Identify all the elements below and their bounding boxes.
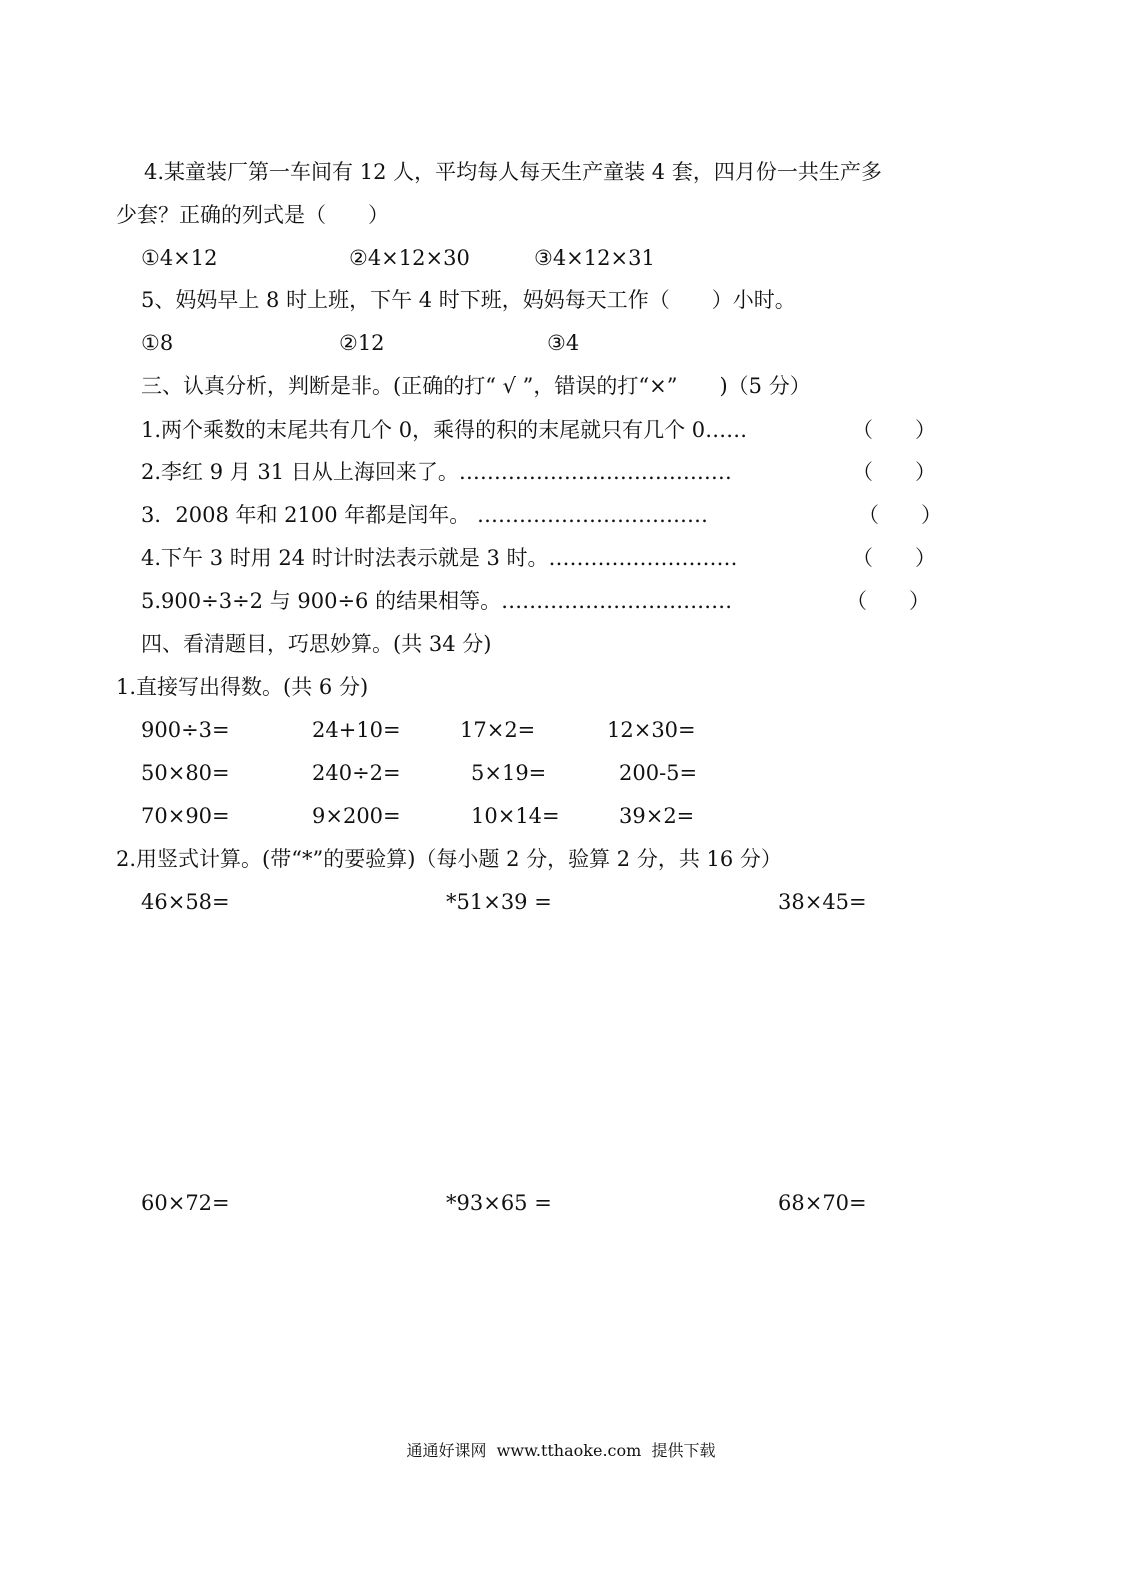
part-1-title: 1.直接写出得数。(共 6 分) xyxy=(116,675,369,699)
vertical-calc-item: 38×45= xyxy=(778,890,867,914)
vertical-calc-item: *51×39 = xyxy=(446,890,552,914)
mental-math-item: 200-5= xyxy=(619,761,698,785)
q4-option-1: ①4×12 xyxy=(141,246,218,270)
mental-math-item: 900÷3= xyxy=(141,718,230,742)
tf-item-1-blank: （ ） xyxy=(852,418,936,442)
tf-item-5-blank: （ ） xyxy=(846,589,930,613)
q5-option-3: ③4 xyxy=(547,331,580,355)
q4-text-line1: 4.某童装厂第一车间有 12 人，平均每人每天生产童装 4 套，四月份一共生产多 xyxy=(144,160,882,184)
mental-math-item: 12×30= xyxy=(607,718,696,742)
section-3-title: 三、认真分析，判断是非。(正确的打“ √ ”，错误的打“×” )（5 分） xyxy=(141,374,811,398)
tf-item-1-text: 1.两个乘数的末尾共有几个 0，乘得的积的末尾就只有几个 0…… xyxy=(141,418,748,442)
tf-item-3-text: 3．2008 年和 2100 年都是闰年。 …………………………… xyxy=(141,503,708,527)
q4-text-line2: 少套？正确的列式是（ ） xyxy=(116,203,389,227)
q5-option-2: ②12 xyxy=(339,331,385,355)
tf-item-3-blank: （ ） xyxy=(858,503,942,527)
tf-item-2-text: 2.李红 9 月 31 日从上海回来了。………………………………… xyxy=(141,460,732,484)
part-2-title: 2.用竖式计算。(带“*”的要验算)（每小题 2 分，验算 2 分，共 16 分） xyxy=(116,847,782,871)
q5-text: 5、妈妈早上 8 时上班，下午 4 时下班，妈妈每天工作（ ）小时。 xyxy=(141,288,796,312)
vertical-calc-item: *93×65 = xyxy=(446,1191,552,1215)
tf-item-4-text: 4.下午 3 时用 24 时计时法表示就是 3 时。……………………… xyxy=(141,546,738,570)
footer-text: 通通好课网 www.tthaoke.com 提供下载 xyxy=(406,1441,716,1460)
mental-math-item: 9×200= xyxy=(312,804,401,828)
mental-math-item: 10×14= xyxy=(471,804,560,828)
q4-option-3: ③4×12×31 xyxy=(534,246,655,270)
mental-math-item: 70×90= xyxy=(141,804,230,828)
tf-item-5-text: 5.900÷3÷2 与 900÷6 的结果相等。…………………………… xyxy=(141,589,733,613)
q4-option-2: ②4×12×30 xyxy=(349,246,470,270)
mental-math-item: 5×19= xyxy=(471,761,547,785)
mental-math-item: 39×2= xyxy=(619,804,695,828)
mental-math-item: 240÷2= xyxy=(312,761,401,785)
q5-option-1: ①8 xyxy=(141,331,174,355)
vertical-calc-item: 46×58= xyxy=(141,890,230,914)
vertical-calc-item: 60×72= xyxy=(141,1191,230,1215)
vertical-calc-item: 68×70= xyxy=(778,1191,867,1215)
tf-item-2-blank: （ ） xyxy=(852,460,936,484)
mental-math-item: 50×80= xyxy=(141,761,230,785)
tf-item-4-blank: （ ） xyxy=(852,546,936,570)
section-4-title: 四、看清题目，巧思妙算。(共 34 分) xyxy=(141,632,492,656)
mental-math-item: 17×2= xyxy=(460,718,536,742)
mental-math-item: 24+10= xyxy=(312,718,401,742)
